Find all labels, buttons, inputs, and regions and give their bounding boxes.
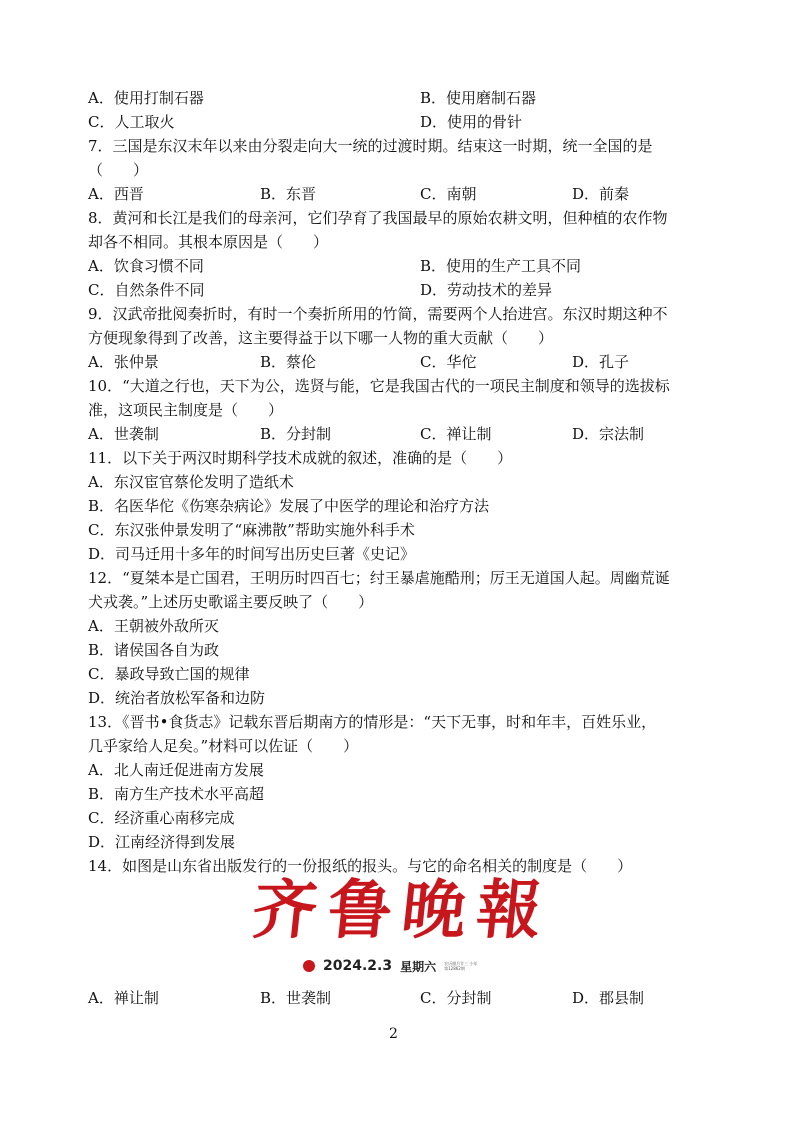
answer-option: C．自然条件不同 [88,281,205,299]
question-text-line: 14．如图是山东省出版发行的一份报纸的报头。与它的命名相关的制度是（ ） [88,857,633,875]
answer-option: C．华佗 [420,353,477,371]
question-text-line: （ ） [88,161,149,179]
page-number: 2 [389,1026,398,1042]
answer-option: D．劳动技术的差异 [420,281,553,299]
question-text-line: 几乎家给人足矣。”材料可以佐证（ ） [88,737,359,755]
question-text-line: A．北人南迁促进南方发展 [88,761,264,779]
answer-option: B．世袭制 [260,989,332,1007]
masthead-title [249,872,545,950]
masthead-small-info [444,961,477,971]
question-text-line: D．统治者放松军备和边防 [88,689,266,707]
question-text-line: B．南方生产技术水平高超 [88,785,265,803]
answer-option: B．蔡伦 [260,353,317,371]
masthead-char: 晚 [398,873,471,948]
question-text-line: 13．《晋书•食货志》记载东晋后期南方的情形是：“天下无事，时和年丰，百姓乐业， [88,713,657,731]
answer-option: A．西晋 [88,185,144,203]
question-text-line: A．东汉宦官蔡伦发明了造纸术 [88,473,294,491]
answer-option: D．前秦 [572,185,630,203]
answer-option: A．张仲景 [88,353,159,371]
seal-icon [303,960,315,972]
masthead-dateline [303,956,477,976]
masthead-weekday: 星期六 [400,959,437,974]
answer-option: A．世袭制 [88,425,159,443]
answer-option: C．人工取火 [88,113,175,131]
answer-option: D．郡县制 [572,989,645,1007]
question-text-line: 7．三国是东汉末年以来由分裂走向大一统的过渡时期。结束这一时期，统一全国的是 [88,137,653,155]
question-text-line: B．名医华佗《伤寒杂病论》发展了中医学的理论和治疗方法 [88,497,490,515]
question-text-line: C．经济重心南移完成 [88,809,235,827]
masthead-date: 2024.2.3 [323,958,393,974]
question-text-line: A．王朝被外敌所灭 [88,617,219,635]
question-text-line: 11．以下关于两汉时期科学技术成就的叙述，准确的是（ ） [88,449,513,467]
answer-option: B．使用的生产工具不同 [420,257,582,275]
masthead-small-line: 农历腊月廿三 小年 [444,961,478,966]
question-text-line: D．司马迁用十多年的时间写出历史巨著《史记》 [88,545,416,563]
question-text-line: 12．“夏桀本是亡国君，王明历时四百七；纣王暴虐施酷刑；厉王无道国人起。周幽荒诞 [88,569,670,587]
answer-option: D．孔子 [572,353,630,371]
question-text-line: C．东汉张仲景发明了“麻沸散”帮助实施外科手术 [88,521,415,539]
question-text-line: 8．黄河和长江是我们的母亲河，它们孕育了我国最早的原始农耕文明，但种植的农作物 [88,209,668,227]
question-text-line: 9．汉武帝批阅奏折时，有时一个奏折所用的竹简，需要两个人抬进宫。东汉时期这种不 [88,305,668,323]
question-text-line: C．暴政导致亡国的规律 [88,665,250,683]
question-text-line: 犬戎袭。”上述历史歌谣主要反映了（ ） [88,593,374,611]
masthead-small-line: 第12862期 [444,966,465,971]
answer-option: A．禅让制 [88,989,159,1007]
answer-option: B．使用磨制石器 [420,89,537,107]
answer-option: C．禅让制 [420,425,492,443]
answer-option: D．使用的骨针 [420,113,523,131]
answer-option: C．分封制 [420,989,492,1007]
answer-option: B．分封制 [260,425,332,443]
answer-option: B．东晋 [260,185,317,203]
masthead-char: 齐 [249,873,321,948]
masthead-char: 報 [473,873,545,948]
question-text-line: 10．“大道之行也，天下为公，选贤与能，它是我国古代的一项民主制度和领导的选拔标 [88,377,670,395]
answer-option: C．南朝 [420,185,477,203]
answer-option: A．使用打制石器 [88,89,204,107]
question-text-line: D．江南经济得到发展 [88,833,236,851]
question-text-line: 准，这项民主制度是（ ） [88,401,284,419]
newspaper-masthead-image [249,872,545,982]
answer-option: A．饮食习惯不同 [88,257,204,275]
question-text-line: B．诸侯国各自为政 [88,641,220,659]
answer-option: D．宗法制 [572,425,645,443]
masthead-char: 鲁 [323,873,396,948]
question-text-line: 方便现象得到了改善，这主要得益于以下哪一人物的重大贡献（ ） [88,329,554,347]
question-text-line: 却各不相同。其根本原因是（ ） [88,233,329,251]
